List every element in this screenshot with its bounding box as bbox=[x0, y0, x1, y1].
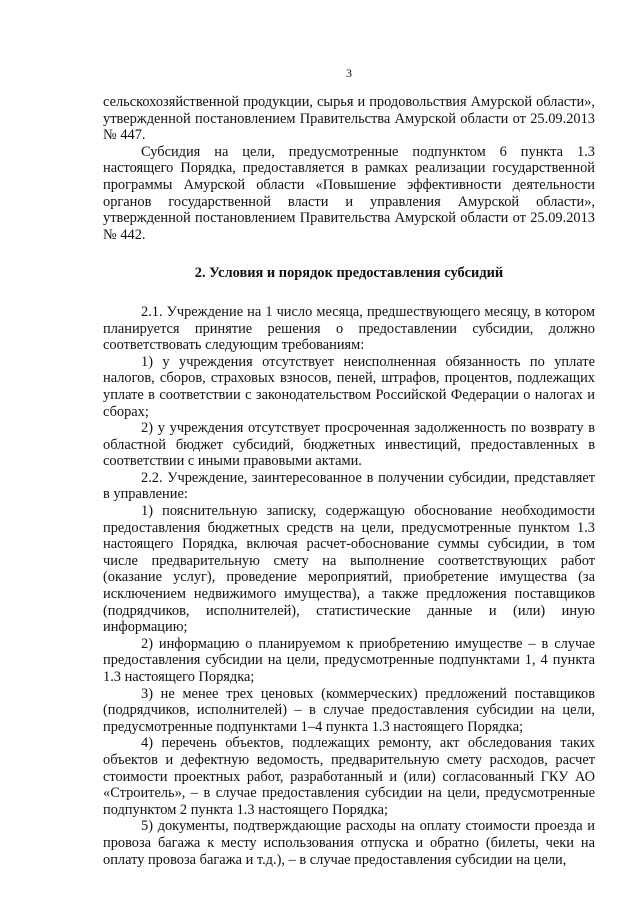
section-paragraph-2-2-item-4: 4) перечень объектов, подлежащих ремонту, акт обследования таких объектов и дефектную ведомость, предварительную смету расходов, расчет стоимости проектных работ, разработанный и (или) согласованный ГКУ АО «Строитель», – в случае предоставления субсидии на цели, предусмотренные подпунктом 2 пункта 1.3 настоящего Порядка; bbox=[103, 735, 595, 818]
page-number: 3 bbox=[346, 66, 352, 80]
section-paragraph-2-2-item-2: 2) информацию о планируемом к приобретению имуществе – в случае предоставления субсидии на цели, предусмотренные подпунктами 1, 4 пункта 1.3 настоящего Порядка; bbox=[103, 635, 595, 685]
section-heading: 2. Условия и порядок предоставления субсидий bbox=[194, 265, 504, 282]
section-paragraph-2-1-item-1: 1) у учреждения отсутствует неисполненная обязанность по уплате налогов, сборов, страховых взносов, пеней, штрафов, процентов, подлежащих уплате в соответствии с законодательством Российской Федерации о налогах и сборах; bbox=[103, 353, 595, 420]
intro-paragraph-2: Субсидия на цели, предусмотренные подпунктом 6 пункта 1.3 настоящего Порядка, предоставляется в рамках реализации государственной программы Амурской области «Повышение эффективности деятельности органов государственной власти и управления Амурской области», утвержденной постановлением Правительства Амурской области от 25.09.2013 № 442. bbox=[103, 143, 595, 243]
document-page bbox=[103, 66, 595, 868]
section-paragraph-2-2-item-1: 1) пояснительную записку, содержащую обоснование необходимости предоставления бюджетных средств на цели, предусмотренные пунктом 1.3 настоящего Порядка, включая расчет-обоснование суммы субсидии, в том числе предварительную смету на выполнение соответствующих работ (оказание услуг), проведение мероприятий, приобретение имущества (за исключением недвижимого имущества), а также предложения поставщиков (подрядчиков, исполнителей), статистические данные и (или) иную информацию; bbox=[103, 503, 595, 636]
section-paragraph-2-1-item-2: 2) у учреждения отсутствует просроченная задолженность по возврату в областной бюджет субсидий, бюджетных инвестиций, предоставленных в соответствии с иными правовыми актами. bbox=[103, 420, 595, 470]
section-paragraph-2-2-item-3: 3) не менее трех ценовых (коммерческих) предложений поставщиков (подрядчиков, исполнителей) – в случае предоставления субсидии на цели, предусмотренные подпунктами 1–4 пункта 1.3 настоящего Порядка; bbox=[103, 685, 595, 735]
section-paragraph-2-2-item-5: 5) документы, подтверждающие расходы на оплату стоимости проезда и провоза багажа к месту использования отпуска и обратно (билеты, чеки на оплату провоза багажа и т.д.), – в случае предоставления субсидии на цели, bbox=[103, 818, 595, 868]
section-paragraph-2-1: 2.1. Учреждение на 1 число месяца, предшествующего месяцу, в котором планируется принятие решения о предоставлении субсидии, должно соответствовать следующим требованиям: bbox=[103, 303, 595, 354]
intro-paragraph-1: сельскохозяйственной продукции, сырья и продовольствия Амурской области», утвержденной постановлением Правительства Амурской области от 25.09.2013 № 447. bbox=[103, 94, 595, 144]
section-paragraph-2-2: 2.2. Учреждение, заинтересованное в получении субсидии, представляет в управление: bbox=[103, 469, 595, 503]
